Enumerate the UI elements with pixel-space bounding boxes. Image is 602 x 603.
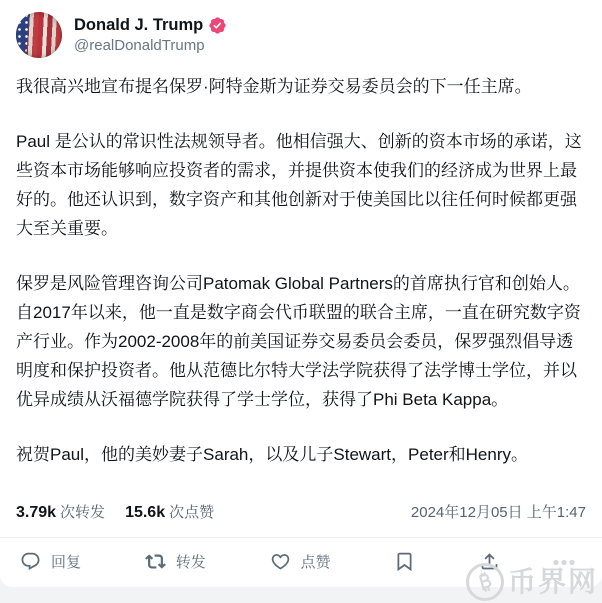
like-stat[interactable] <box>125 501 214 522</box>
post-paragraph: 我很高兴地宣布提名保罗·阿特金斯为证券交易委员会的下一任主席。 <box>16 77 532 96</box>
retweet-stat[interactable] <box>16 501 105 522</box>
bookmark-button[interactable] <box>394 551 415 572</box>
author-identity <box>74 16 227 54</box>
stats-row <box>16 497 586 524</box>
heart-icon <box>270 551 291 572</box>
avatar-flag-art <box>16 12 40 58</box>
timestamp: 2024年12月05日 上午1:47 <box>410 504 586 521</box>
retweet-icon <box>145 551 166 572</box>
like-count: 15.6k <box>125 504 166 521</box>
retweet-stat-label: 次转发 <box>60 504 106 521</box>
action-bar <box>16 538 586 587</box>
reply-label: 回复 <box>51 554 82 571</box>
post-paragraph: 保罗是风险管理咨询公司Patomak Global Partners的首席执行官和创始人。自2017年以来，他一直是数字商会代币联盟的联合主席，一直在研究数字资产行业。作为2002-2008年的前美国证券交易委员会委员，保罗强烈倡导透明度和保护投资者。他从范德比尔特大学法学院获得了法学博士学位，并以优异成绩从沃福德学院获得了学士学位，获得了Phi Beta Kappa。 <box>16 274 581 409</box>
reply-button[interactable] <box>20 551 81 572</box>
post-paragraph: Paul 是公认的常识性法规领导者。他相信强大、创新的资本市场的承诺，这些资本市场能够响应投资者的需求，并提供资本使我们的经济成为世界上最好的。他还认识到，数字资产和其他创新对于使美国比以往任何时候都更强大至关重要。 <box>16 132 582 238</box>
display-name[interactable]: Donald J. Trump <box>74 16 204 34</box>
watermark-text: 币界网 <box>507 566 598 597</box>
avatar[interactable] <box>16 12 62 58</box>
like-stat-label: 次点赞 <box>169 504 215 521</box>
bookmark-icon <box>394 551 415 572</box>
share-icon <box>479 551 500 572</box>
handle[interactable]: @realDonaldTrump <box>74 37 205 54</box>
tweet-footer <box>16 497 586 587</box>
like-label: 点赞 <box>300 554 331 571</box>
share-button[interactable] <box>479 551 500 572</box>
reply-icon <box>20 551 41 572</box>
retweet-count: 3.79k <box>16 504 57 521</box>
tweet-header <box>16 12 586 58</box>
retweet-label: 转发 <box>175 554 206 571</box>
post-body <box>16 72 586 469</box>
verified-icon <box>208 16 227 35</box>
post-paragraph: 祝贺Paul，他的美妙妻子Sarah，以及儿子Stewart，Peter和Henry。 <box>16 445 528 464</box>
page-background-strip <box>0 587 602 603</box>
retweet-button[interactable] <box>145 551 206 572</box>
like-button[interactable] <box>270 551 331 572</box>
